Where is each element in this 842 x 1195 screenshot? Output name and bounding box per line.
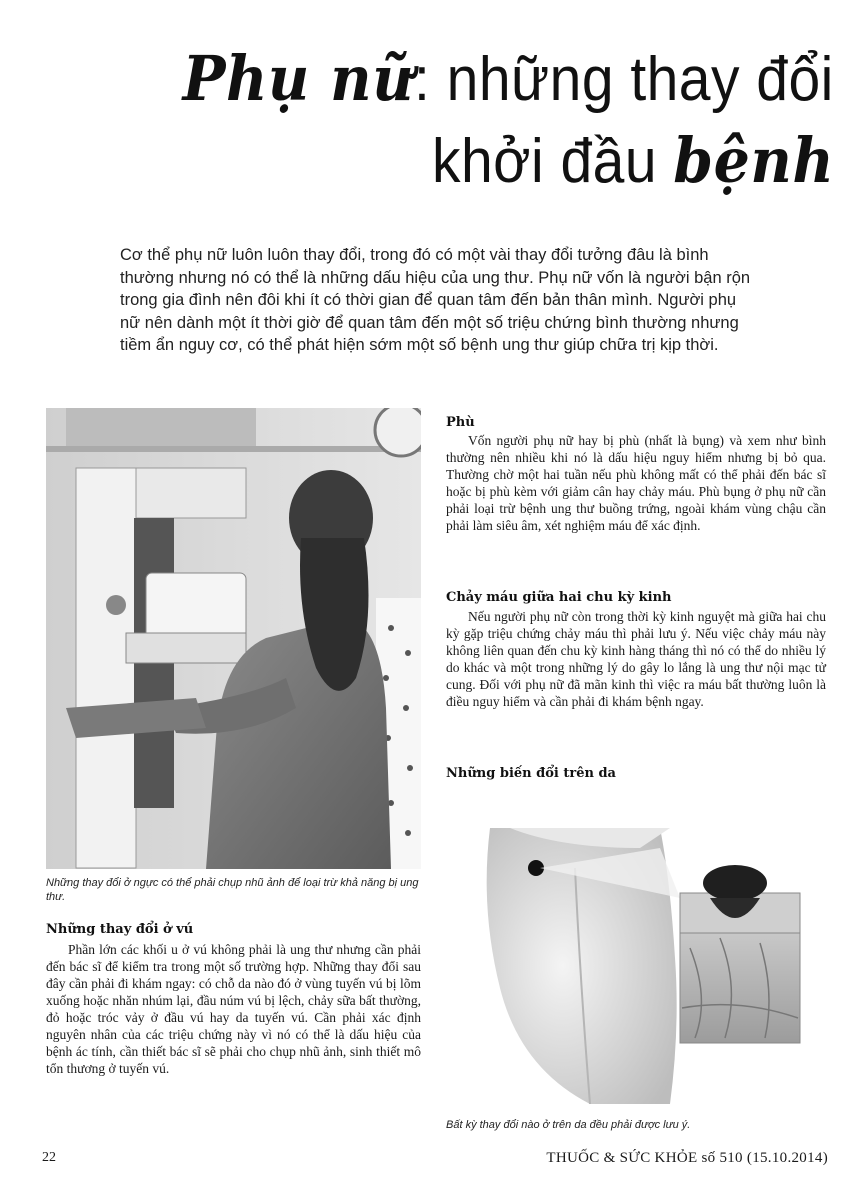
section-heading-breast-changes: Những thay đổi ở vú <box>46 922 194 937</box>
intro-paragraph: Cơ thể phụ nữ luôn luôn thay đổi, trong đó có một vài thay đổi tưởng đâu là bình thường nhưng nó có thể là những dấu hiệu của ung thư. Phụ nữ vốn là người bận rộn trong gia đình nên đôi khi ít có thời gian để quan tâm đến bản thân mình. Người phụ nữ nên dành một ít thời giờ để quan tâm đến một số triệu chứng bình thường nhưng tiềm ẩn nguy cơ, có thể phát hiện sớm một số bệnh ung thư giúp chữa trị kịp thời. <box>120 246 751 354</box>
title-khoi-dau: khởi đầu <box>431 127 674 196</box>
article-title-line-2 <box>431 124 834 197</box>
page-number: 22 <box>42 1150 56 1165</box>
mammography-photo <box>46 408 421 869</box>
section-heading-intermenstrual-bleeding: Chảy máu giữa hai chu kỳ kinh <box>446 590 672 605</box>
section-heading-bloating: Phù <box>446 415 475 430</box>
publication-footer: THUỐC & SỨC KHỎE số 510 (15.10.2014) <box>546 1150 828 1166</box>
photo-caption-skin: Bất kỳ thay đổi nào ở trên da đều phải được lưu ý. <box>446 1119 691 1131</box>
section-body-breast-changes: Phần lớn các khối u ở vú không phải là ung thư nhưng cần phải đến bác sĩ để kiểm tra trong một số trường hợp. Những thay đổi sau đây cần phải đi khám ngay: có chỗ da nào đó ở vùng tuyến vú bị lõm xuống hoặc nhăn nhúm lại, đầu núm vú bị lệch, chảy sữa bất thường, đỏ hoặc tróc vảy ở đầu vú hay da tuyến vú. Cần phải xác định nguyên nhân của các triệu chứng này vì nó có thể là dấu hiệu của bệnh ác tính, cần thiết bác sĩ sẽ phải cho chụp nhũ ảnh, sinh thiết mô tổn thương ở tuyến vú. <box>46 942 421 1076</box>
skin-lesion-illustration <box>470 828 805 1104</box>
section-body-intermenstrual-bleeding: Nếu người phụ nữ còn trong thời kỳ kinh nguyệt mà giữa hai chu kỳ gặp triệu chứng chảy máu thì phải lưu ý. Nếu việc chảy máu này không liên quan đến chu kỳ kinh hàng tháng thì nó có thể do nhiều lý do khác và một trong những lý do gây lo lắng là ung thư nội mạc tử cung. Đối với phụ nữ đã mãn kinh thì việc ra máu bất thường luôn là điều nguy hiểm và cần phải đi khám bệnh ngay. <box>446 609 826 709</box>
mammography-illustration <box>46 408 421 869</box>
article-title-line-1 <box>182 42 834 115</box>
title-fancy-phu-nu: Phụ nữ <box>182 42 415 115</box>
title-fancy-benh: bệnh <box>673 124 834 197</box>
section-body-bloating: Vốn người phụ nữ hay bị phù (nhất là bụng) và xem như bình thường nên nhiều khi nó là dấu hiệu nguy hiểm nhưng bị bỏ qua. Thường chờ một hai tuần nếu phù không mất có thể phải đến bác sĩ hoặc bị phù kèm với giảm cân hay chảy máu. Phù bụng ở phụ nữ cần phải loại trừ bệnh ung thư buồng trứng, ngoài khám vùng chậu cần phải làm siêu âm, xét nghiệm máu để xác định. <box>446 433 826 533</box>
section-heading-skin-changes: Những biến đổi trên da <box>446 766 616 781</box>
photo-caption-mammography: Những thay đổi ở ngực có thể phải chụp nhũ ảnh để loại trừ khả năng bị ung thư. <box>46 877 419 903</box>
title-rest: : những thay đổi <box>414 45 834 114</box>
skin-changes-illustration <box>470 828 805 1104</box>
